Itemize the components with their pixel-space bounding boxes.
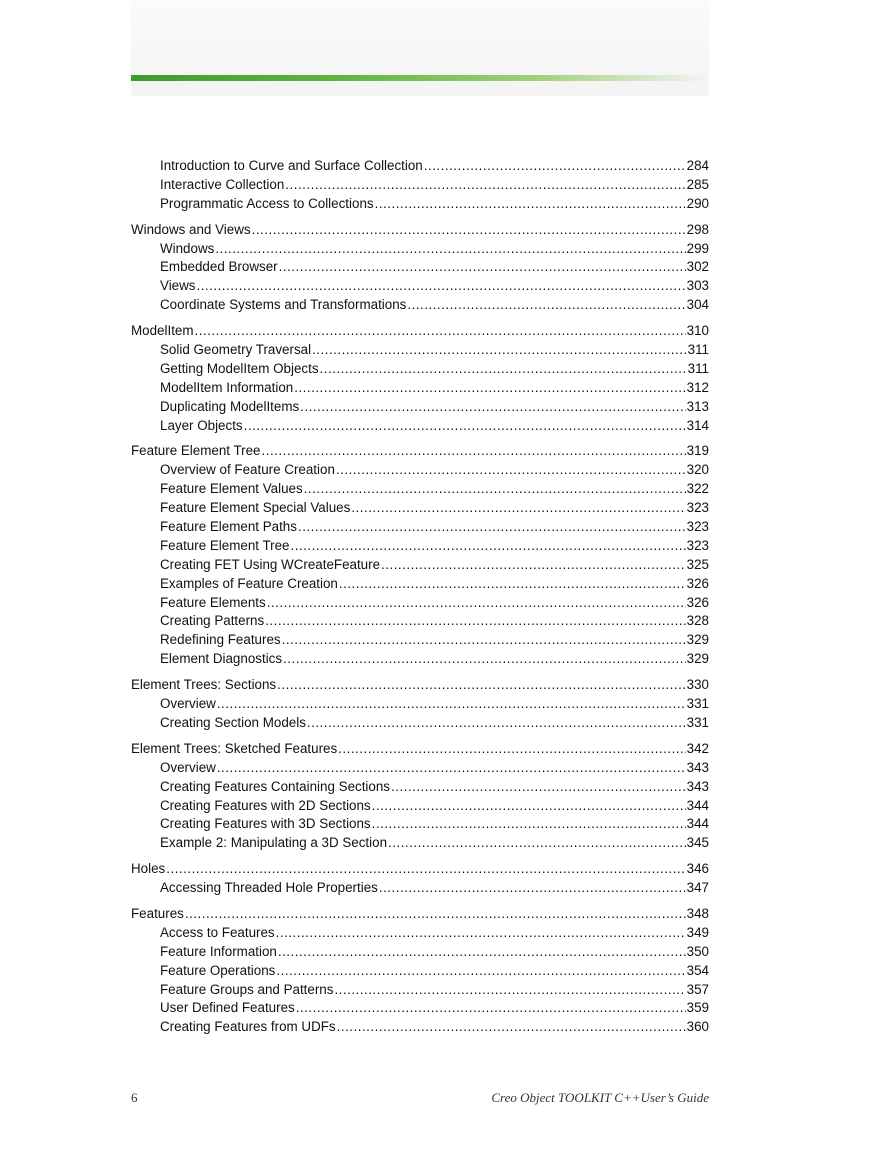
toc-entry-page: 328 <box>686 613 709 629</box>
toc-entry[interactable] <box>131 815 709 834</box>
toc-dot-leader <box>252 221 686 240</box>
toc-entry[interactable] <box>131 879 709 898</box>
toc-entry-page: 323 <box>686 500 709 516</box>
toc-dot-leader <box>262 442 686 461</box>
toc-entry-page: 326 <box>686 594 709 610</box>
toc-entry-title: Example 2: Manipulating a 3D Section <box>160 835 388 851</box>
toc-entry-page: 354 <box>686 962 709 978</box>
toc-entry-page: 302 <box>686 259 709 275</box>
toc-dot-leader <box>407 296 685 315</box>
toc-entry-title: Windows <box>160 240 215 256</box>
toc-entry-title: Accessing Threaded Hole Properties <box>160 880 378 896</box>
toc-dot-leader <box>372 815 686 834</box>
toc-dot-leader <box>381 556 686 575</box>
toc-dot-leader <box>185 905 686 924</box>
toc-entry-page: 313 <box>686 398 709 414</box>
toc-entry-page: 345 <box>686 835 709 851</box>
toc-entry-page: 322 <box>686 481 709 497</box>
toc-entry-page: 359 <box>686 1000 709 1016</box>
toc-entry-page: 329 <box>686 651 709 667</box>
page-header-band <box>131 0 709 96</box>
toc-entry[interactable] <box>131 258 709 277</box>
toc-entry-title: Introduction to Curve and Surface Collection <box>160 158 423 173</box>
toc-entry-page: 347 <box>686 880 709 896</box>
toc-entry-title: Overview <box>160 696 216 712</box>
toc-entry-title: Feature Groups and Patterns <box>160 981 334 997</box>
toc-dot-leader <box>294 379 685 398</box>
toc-entry-title: Creating Patterns <box>160 613 265 629</box>
toc-entry[interactable] <box>131 417 709 436</box>
toc-entry-title: Programmatic Access to Collections <box>160 195 374 211</box>
toc-entry-title: ModelItem Information <box>160 379 294 395</box>
toc-entry[interactable] <box>131 778 709 797</box>
toc-entry[interactable] <box>131 379 709 398</box>
toc-dot-leader <box>267 594 686 613</box>
toc-entry-page: 312 <box>686 379 709 395</box>
toc-entry[interactable] <box>131 461 709 480</box>
toc-dot-leader <box>196 277 685 296</box>
toc-entry[interactable] <box>131 834 709 853</box>
toc-entry-title: Element Trees: Sketched Features <box>131 740 338 756</box>
toc-entry[interactable] <box>131 631 709 650</box>
toc-entry-title: Feature Operations <box>160 962 276 978</box>
toc-dot-leader <box>277 676 686 695</box>
toc-section-heading[interactable] <box>131 740 709 759</box>
toc-entry-page: 344 <box>686 797 709 813</box>
toc-entry-title: ModelItem <box>131 323 194 339</box>
toc-dot-leader <box>278 943 686 962</box>
toc-entry-page: 344 <box>686 816 709 832</box>
toc-dot-leader <box>282 631 686 650</box>
toc-dot-leader <box>372 797 686 816</box>
toc-dot-leader <box>279 258 686 277</box>
toc-entry[interactable] <box>131 518 709 537</box>
toc-entry[interactable] <box>131 650 709 669</box>
toc-entry-title: Coordinate Systems and Transformations <box>160 297 407 313</box>
toc-entry-page: 311 <box>687 342 709 358</box>
toc-entry[interactable] <box>131 612 709 631</box>
toc-group <box>131 157 709 214</box>
toc-section-heading[interactable] <box>131 221 709 240</box>
toc-section-heading[interactable] <box>131 905 709 924</box>
toc-entry-title: Views <box>160 278 196 294</box>
toc-entry-page: 330 <box>686 677 709 693</box>
toc-section-heading[interactable] <box>131 676 709 695</box>
toc-entry[interactable] <box>131 240 709 259</box>
toc-dot-leader <box>300 398 685 417</box>
toc-entry-page: 310 <box>686 323 709 339</box>
toc-entry-title: Holes <box>131 861 166 877</box>
toc-dot-leader <box>391 778 686 797</box>
toc-dot-leader <box>244 417 686 436</box>
toc-dot-leader <box>298 518 686 537</box>
toc-dot-leader <box>320 360 687 379</box>
toc-entry-title: Feature Element Paths <box>160 519 297 535</box>
toc-entry-page: 326 <box>686 575 709 591</box>
toc-entry[interactable] <box>131 360 709 379</box>
toc-entry[interactable] <box>131 962 709 981</box>
toc-entry-title: Duplicating ModelItems <box>160 398 300 414</box>
toc-dot-leader <box>283 650 686 669</box>
toc-entry-page: 298 <box>686 221 709 237</box>
toc-entry-title: Creating FET Using WCreateFeature <box>160 556 381 572</box>
toc-dot-leader <box>337 1018 686 1037</box>
toc-entry-page: 357 <box>686 981 709 997</box>
toc-entry[interactable] <box>131 575 709 594</box>
toc-entry-title: Element Diagnostics <box>160 651 283 667</box>
toc-entry[interactable] <box>131 695 709 714</box>
toc-entry-page: 303 <box>686 278 709 294</box>
toc-entry-title: Access to Features <box>160 924 275 940</box>
toc-entry-page: 304 <box>686 297 709 313</box>
toc-entry-page: 311 <box>687 360 709 376</box>
toc-dot-leader <box>265 612 685 631</box>
toc-entry[interactable] <box>131 759 709 778</box>
toc-dot-leader <box>388 834 686 853</box>
toc-entry-page: 350 <box>686 943 709 959</box>
toc-entry[interactable] <box>131 341 709 360</box>
toc-entry-title: Getting ModelItem Objects <box>160 360 319 376</box>
toc-entry-title: Feature Element Special Values <box>160 500 351 516</box>
toc-entry[interactable] <box>131 398 709 417</box>
toc-entry-page: 331 <box>686 696 709 712</box>
toc-entry-page: 314 <box>686 417 709 433</box>
toc-entry[interactable] <box>131 195 709 214</box>
toc-dot-leader <box>307 714 686 733</box>
toc-entry[interactable] <box>131 296 709 315</box>
toc-entry-page: 323 <box>686 537 709 553</box>
toc-dot-leader <box>351 499 685 518</box>
toc-entry-title: Feature Element Values <box>160 481 303 497</box>
toc-dot-leader <box>195 322 686 341</box>
toc-entry-page: 284 <box>686 158 709 173</box>
toc-entry-title: Feature Element Tree <box>160 537 290 553</box>
toc-dot-leader <box>379 879 686 898</box>
toc-entry[interactable] <box>131 797 709 816</box>
toc-entry[interactable] <box>131 480 709 499</box>
toc-entry-page: 290 <box>686 195 709 211</box>
toc-entry-title: Overview <box>160 759 216 775</box>
toc-dot-leader <box>217 759 686 778</box>
toc-entry-title: Solid Geometry Traversal <box>160 342 312 358</box>
toc-entry-page: 349 <box>686 924 709 940</box>
toc-entry[interactable] <box>131 943 709 962</box>
toc-entry[interactable] <box>131 176 709 195</box>
footer-page-number: 6 <box>131 1090 138 1105</box>
toc-entry-title: Creating Section Models <box>160 714 306 730</box>
toc-dot-leader <box>285 176 685 195</box>
toc-entry-page: 323 <box>686 519 709 535</box>
toc-entry-title: Creating Features with 3D Sections <box>160 816 371 832</box>
toc-dot-leader <box>304 480 686 499</box>
toc-section-heading[interactable] <box>131 860 709 879</box>
toc-entry-page: 319 <box>686 443 709 459</box>
table-of-contents <box>131 157 709 1044</box>
toc-dot-leader <box>339 575 686 594</box>
toc-entry[interactable] <box>131 537 709 556</box>
toc-entry-title: User Defined Features <box>160 1000 295 1016</box>
toc-entry[interactable] <box>131 924 709 943</box>
toc-dot-leader <box>312 341 687 360</box>
toc-dot-leader <box>217 695 686 714</box>
toc-entry-page: 329 <box>686 632 709 648</box>
toc-entry-title: Examples of Feature Creation <box>160 575 338 591</box>
toc-entry-page: 348 <box>686 905 709 921</box>
footer-book-title: Creo Object TOOLKIT C++User’s Guide <box>491 1090 709 1105</box>
toc-entry-title: Layer Objects <box>160 417 243 433</box>
toc-entry-page: 346 <box>686 861 709 877</box>
toc-entry-title: Interactive Collection <box>160 176 285 192</box>
toc-dot-leader <box>375 195 686 214</box>
toc-dot-leader <box>215 240 685 259</box>
toc-dot-leader <box>166 860 685 879</box>
toc-entry[interactable] <box>131 999 709 1018</box>
toc-section-heading[interactable] <box>131 442 709 461</box>
toc-entry[interactable] <box>131 499 709 518</box>
toc-entry[interactable] <box>131 277 709 296</box>
toc-entry-page: 320 <box>686 462 709 478</box>
toc-section-heading[interactable] <box>131 322 709 341</box>
toc-group <box>131 905 709 1037</box>
toc-group <box>131 740 709 853</box>
toc-group <box>131 442 709 669</box>
toc-entry[interactable] <box>131 981 709 1000</box>
toc-dot-leader <box>424 157 686 176</box>
toc-entry-page: 360 <box>686 1019 709 1035</box>
toc-dot-leader <box>291 537 686 556</box>
toc-dot-leader <box>336 461 686 480</box>
toc-entry-page: 331 <box>686 714 709 730</box>
toc-dot-leader <box>338 740 685 759</box>
toc-entry-title: Overview of Feature Creation <box>160 462 335 478</box>
toc-entry-title: Redefining Features <box>160 632 281 648</box>
toc-entry[interactable] <box>131 714 709 733</box>
toc-entry[interactable] <box>131 1018 709 1037</box>
toc-dot-leader <box>296 999 686 1018</box>
toc-entry-page: 343 <box>686 778 709 794</box>
toc-group <box>131 676 709 733</box>
toc-entry-title: Creating Features Containing Sections <box>160 778 391 794</box>
toc-entry-title: Features <box>131 905 184 921</box>
toc-dot-leader <box>334 981 685 1000</box>
toc-entry-title: Embedded Browser <box>160 259 278 275</box>
toc-entry-title: Creating Features from UDFs <box>160 1019 336 1035</box>
toc-group <box>131 221 709 315</box>
toc-entry-page: 299 <box>686 240 709 256</box>
toc-entry-title: Feature Elements <box>160 594 266 610</box>
toc-dot-leader <box>276 962 685 981</box>
toc-entry-title: Feature Element Tree <box>131 443 261 459</box>
toc-entry-page: 343 <box>686 759 709 775</box>
toc-entry[interactable] <box>131 594 709 613</box>
toc-entry-page: 342 <box>686 740 709 756</box>
toc-dot-leader <box>276 924 686 943</box>
toc-entry-title: Feature Information <box>160 943 277 959</box>
toc-entry-title: Windows and Views <box>131 221 251 237</box>
header-green-rule <box>131 75 709 81</box>
toc-group <box>131 322 709 435</box>
toc-entry[interactable] <box>131 157 709 176</box>
toc-entry[interactable] <box>131 556 709 575</box>
toc-entry-page: 285 <box>686 176 709 192</box>
toc-group <box>131 860 709 898</box>
toc-entry-title: Element Trees: Sections <box>131 677 277 693</box>
toc-entry-title: Creating Features with 2D Sections <box>160 797 371 813</box>
toc-entry-page: 325 <box>686 556 709 572</box>
